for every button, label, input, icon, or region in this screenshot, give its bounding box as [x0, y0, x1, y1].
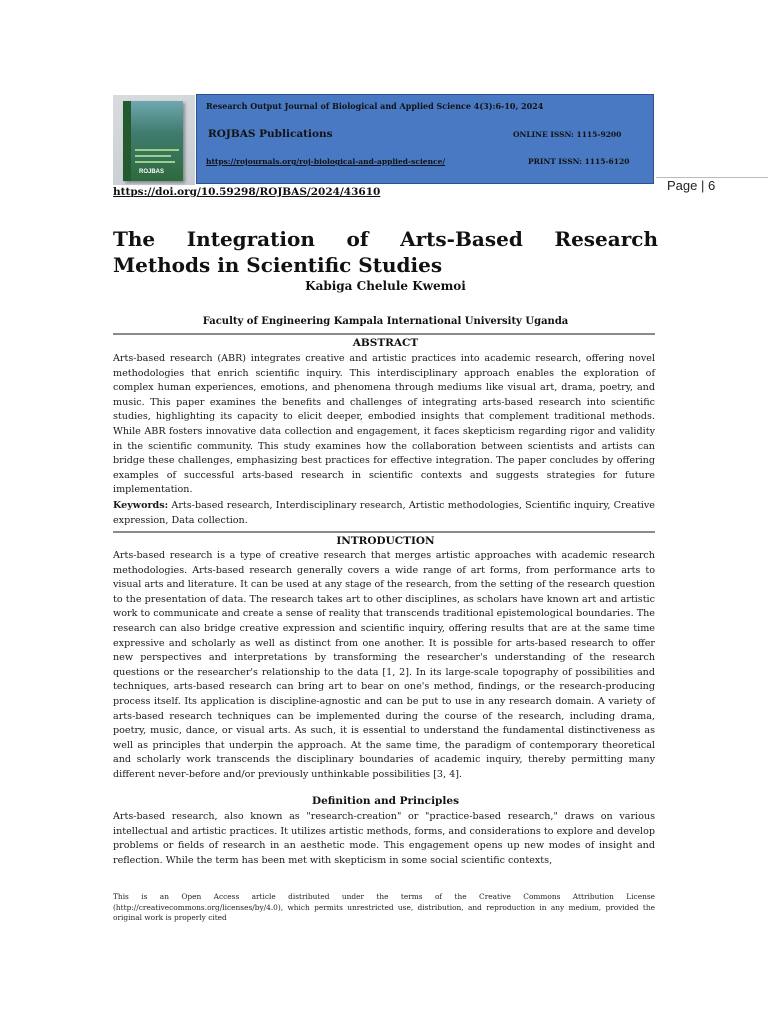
journal-cover-image: [113, 95, 195, 185]
license-footnote: This is an Open Access article distributed under the terms of the Creative Commons Attribution License (http://creativecommons.org/licenses/by/4.0), which permits unrestricted use, distribution, and reproduction in any medium, provided the original work is properly cited: [113, 892, 655, 923]
journal-citation: Research Output Journal of Biological and Applied Science 4(3):6-10, 2024: [206, 101, 544, 111]
definition-text: Arts-based research, also known as "research-creation" or "practice-based research," draws on various intellectual and artistic practices. It utilizes artistic methods, forms, and considerations to explore and develop problems or fields of research in an aesthetic mode. This engagement opens up new modes of insight and reflection. While the term has been met with skepticism in some social scientific contexts,: [113, 811, 655, 866]
definition-heading: Definition and Principles: [312, 795, 459, 807]
abstract-heading: ABSTRACT: [352, 337, 419, 349]
keywords-label: Keywords:: [113, 500, 169, 511]
introduction-text: Arts-based research is a type of creative research that merges artistic approaches with academic research methodologies. Arts-based research generally covers a wide range of art forms, from performance arts to visual arts and literature. It can be used at any stage of the research, from the setting of the research question to the presentation of data. The research takes art to other disciplines, as scholars have known art and artistic work to communicate and create a sense of reality that transcends traditional epistemological boundaries. The research can also bridge creative expression and scientific inquiry, offering results that are at the same time expressive and scholarly as well as distinct from one another. It is possible for arts-based research to offer new perspectives and interpretations by transforming the researcher's understanding of the research questions or the researcher's relationship to the data [1, 2]. In its large-scale topography of possibilities and techniques, arts-based research can bring art to bear on one's method, findings, or the research-producing process itself. Its application is discipline-agnostic and can be put to use in any research domain. A variety of arts-based research techniques can be implemented during the course of the research, including drama, poetry, music, dance, or visual arts. As such, it is essential to understand the fundamental distinctiveness as well as principles that underpin the approach. At the same time, the paradigm of contemporary theoretical and scholarly work transcends the disciplinary boundaries of academic inquiry, thereby permitting many different never-before and/or previously unthinkable possibilities [3, 4].: [113, 550, 655, 780]
abstract-text: Arts-based research (ABR) integrates creative and artistic practices into academic research, offering novel methodologies that enrich scientific inquiry. This interdisciplinary approach enables the exploration of complex human experiences, emotions, and phenomena through mediums like visual art, drama, poetry, and music. This paper examines the benefits and challenges of integrating arts-based research into scientific studies, highlighting its capacity to elicit deeper, embodied insights that complement traditional methods. While ABR fosters innovative data collection and engagement, it faces skepticism regarding rigor and validity in the scientific community. This study examines how the collaboration between scientists and artists can bridge these challenges, emphasizing best practices for effective integration. The paper concludes by offering examples of successful arts-based research in scientific contexts and suggests strategies for future implementation.: [113, 353, 655, 496]
divider: [113, 531, 655, 533]
author-affiliation: Faculty of Engineering Kampala International University Uganda: [202, 316, 569, 327]
journal-header-banner: [196, 94, 654, 184]
cover-brand-text: ROJBAS: [139, 169, 165, 175]
journal-url-link[interactable]: https://rojournals.org/roj-biological-and-applied-science/: [206, 157, 446, 166]
divider: [113, 333, 655, 335]
publisher-name: ROJBAS Publications: [208, 128, 333, 140]
keywords: [113, 499, 655, 528]
introduction-heading: INTRODUCTION: [336, 535, 435, 547]
doi-link[interactable]: https://doi.org/10.59298/ROJBAS/2024/43610: [113, 186, 381, 198]
keywords-list: Arts-based research, Interdisciplinary research, Artistic methodologies, Scientific inquiry, Creative expression, Data collection.: [113, 500, 655, 526]
author-name: Kabiga Chelule Kwemoi: [305, 279, 466, 293]
page-number: Page | 6: [667, 178, 716, 193]
article-title: The Integration of Arts-Based Research Methods in Scientific Studies: [113, 227, 658, 277]
print-issn: PRINT ISSN: 1115-6120: [528, 157, 630, 166]
online-issn: ONLINE ISSN: 1115-9200: [513, 130, 622, 139]
book-cover-icon: [123, 101, 183, 181]
